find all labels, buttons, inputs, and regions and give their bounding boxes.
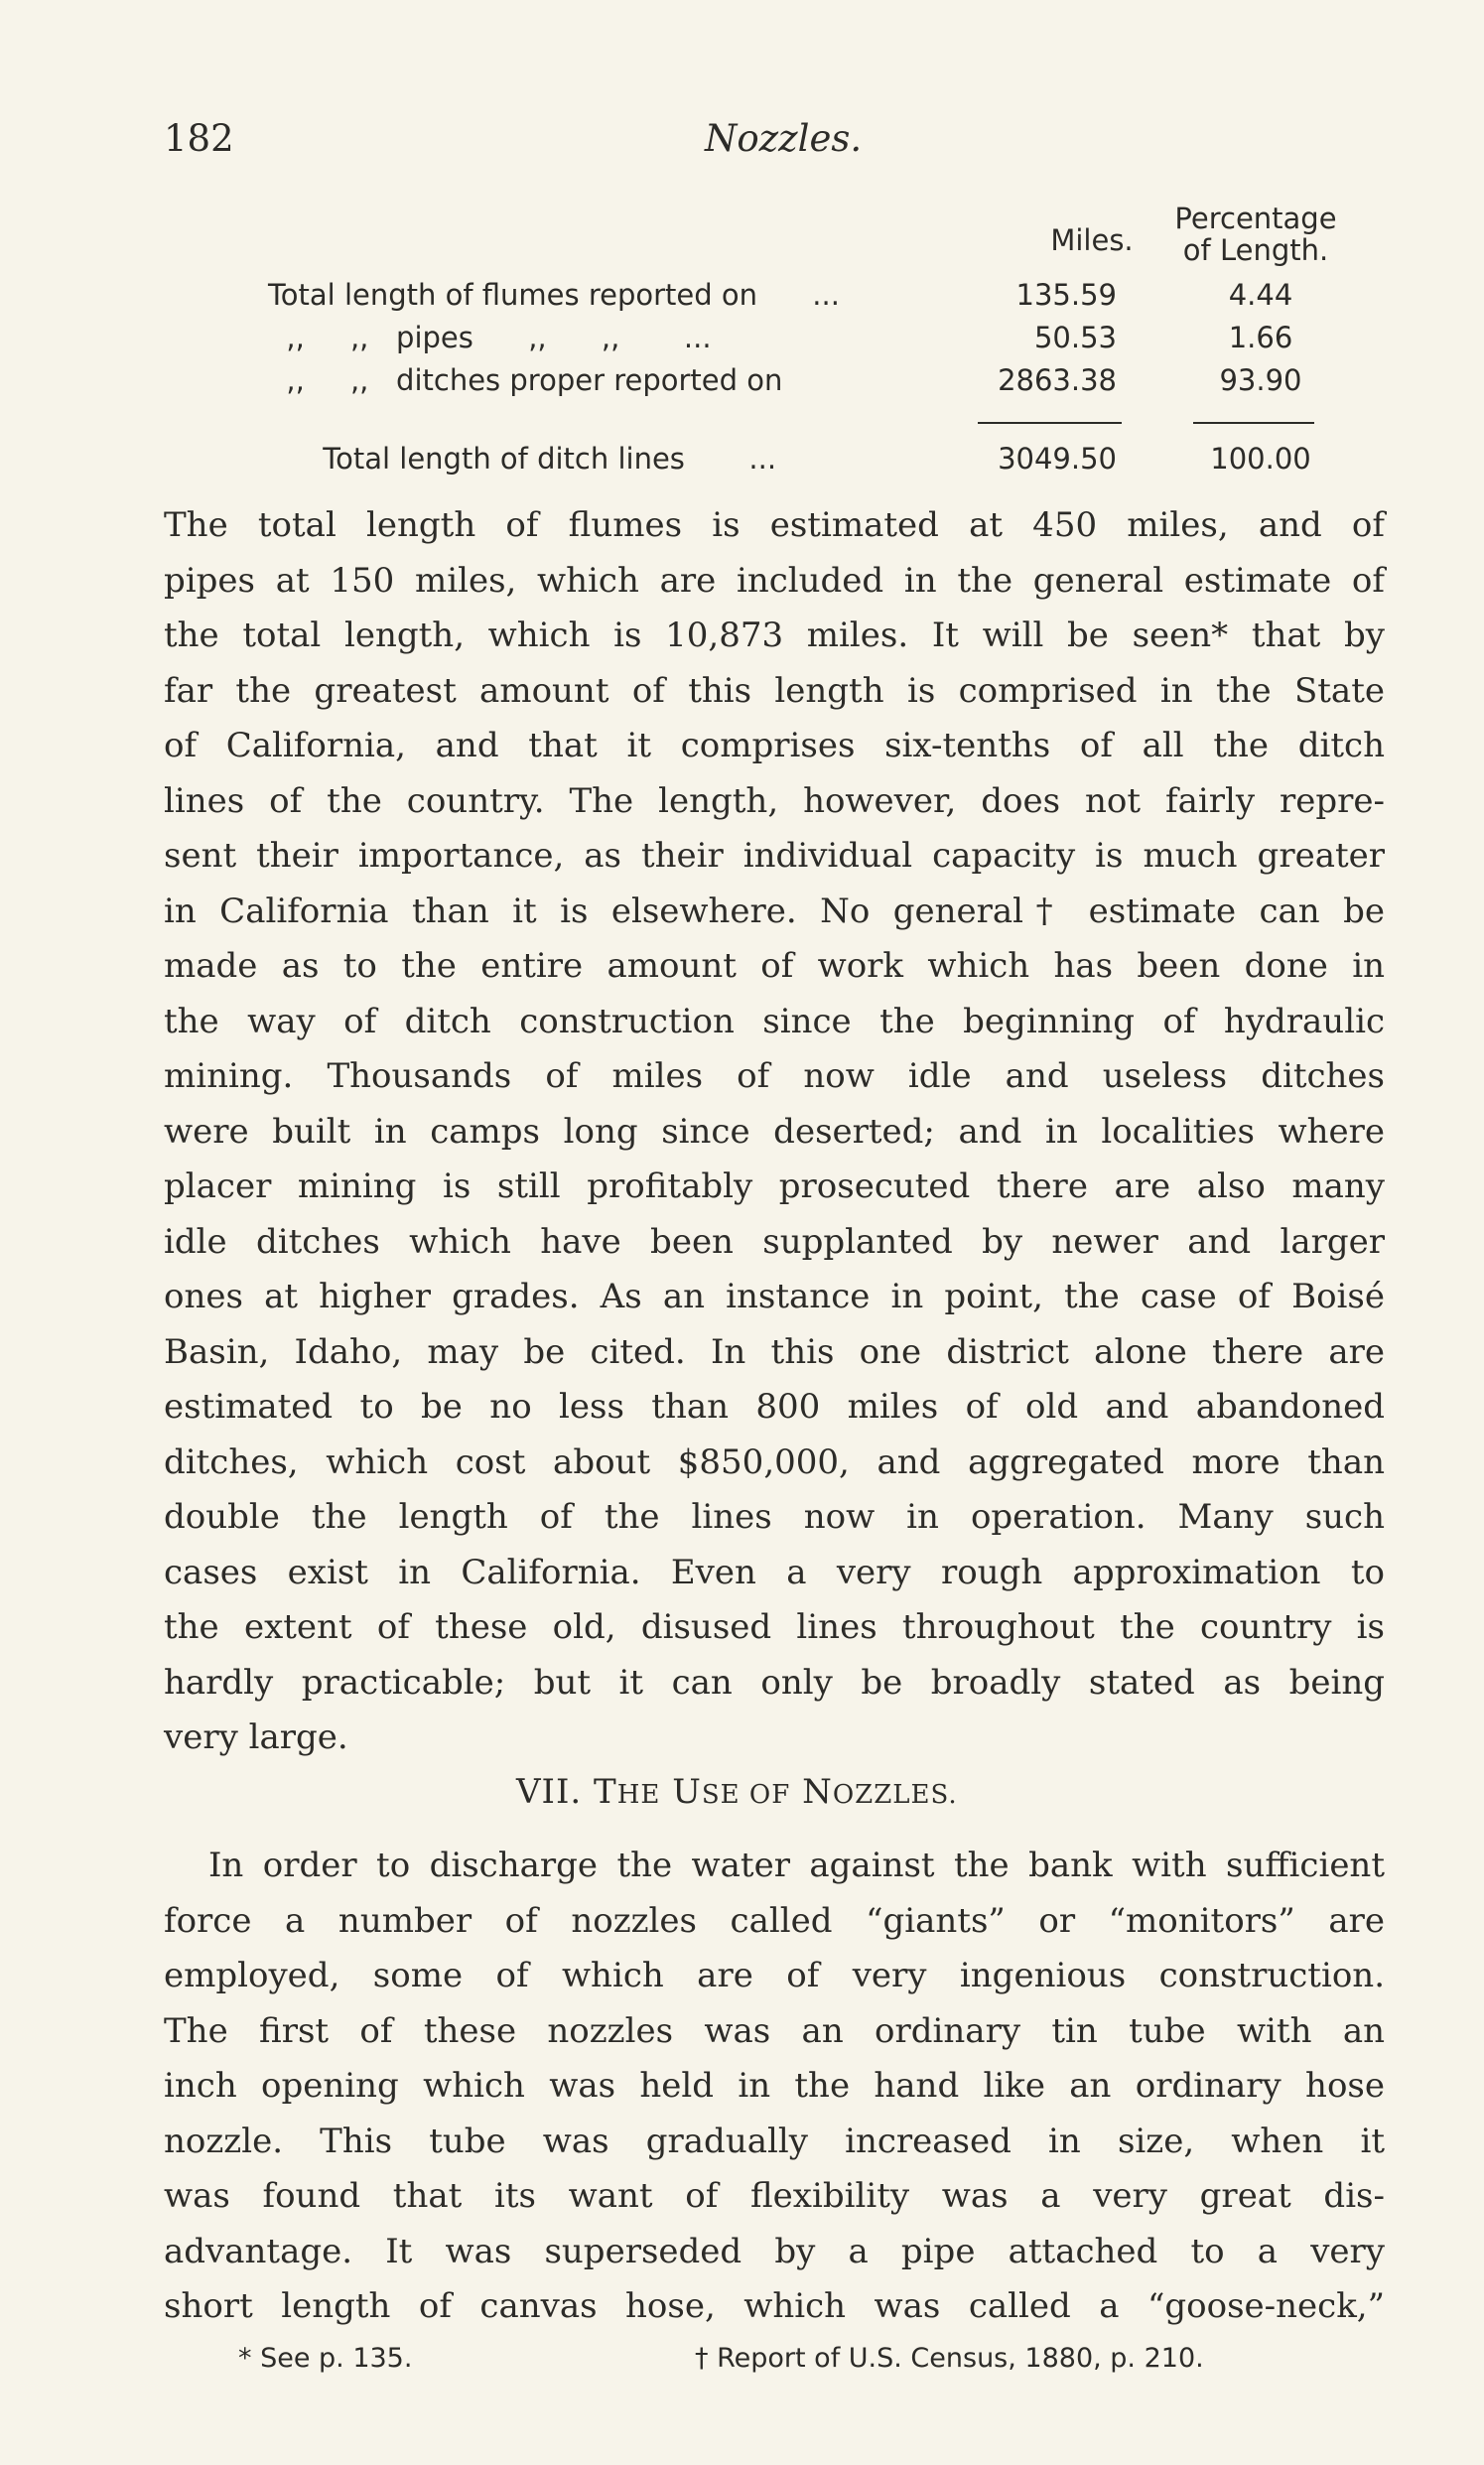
text-line: was found that its want of flexibility was a very great dis- bbox=[164, 2176, 1385, 2216]
column-header-percentage-line2: of Length. bbox=[1182, 232, 1329, 267]
text-line: inch opening which was held in the hand like an ordinary hose bbox=[164, 2066, 1385, 2106]
row-miles: 50.53 bbox=[1033, 321, 1117, 354]
text-line: double the length of the lines now in operation. Many such bbox=[164, 1497, 1385, 1537]
text-line: In order to discharge the water against the bank with sufficient bbox=[208, 1846, 1385, 1885]
text-line: The total length of flumes is estimated at 450 miles, and of bbox=[164, 505, 1385, 545]
row-percentage: 100.00 bbox=[1210, 442, 1311, 476]
text-line: far the greatest amount of this length is comprised in the State bbox=[164, 670, 1385, 711]
text-line: sent their importance, as their individual capacity is much greater bbox=[164, 836, 1385, 876]
text-line: ones at higher grades. As an instance in point, the case of Boisé bbox=[164, 1277, 1385, 1316]
row-miles: 2863.38 bbox=[998, 363, 1117, 397]
row-miles: 135.59 bbox=[1015, 278, 1117, 312]
row-label: Total length of ditch lines ... bbox=[268, 442, 777, 476]
text-line: the way of ditch construction since the beginning of hydraulic bbox=[164, 1001, 1385, 1041]
text-line: in California than it is elsewhere. No general† estimate can be bbox=[164, 890, 1385, 931]
total-rule-percentage bbox=[1193, 422, 1314, 424]
section-numeral: VII. bbox=[516, 1772, 583, 1812]
text-line: hardly practicable; but it can only be broadly stated as being bbox=[164, 1662, 1385, 1703]
footnote: * See p. 135. bbox=[238, 2343, 413, 2374]
text-line: made as to the entire amount of work which has been done in bbox=[164, 946, 1385, 986]
text-line: The first of these nozzles was an ordinary tin tube with an bbox=[164, 2010, 1385, 2051]
column-header-miles: Miles. bbox=[1050, 223, 1134, 257]
row-miles: 3049.50 bbox=[998, 442, 1117, 476]
paragraph-ditch-lines bbox=[164, 498, 1385, 1766]
text-line: force a number of nozzles called “giants” or “monitors” are bbox=[164, 1900, 1385, 1941]
text-line: of California, and that it comprises six-tenths of all the ditch bbox=[164, 726, 1385, 765]
text-line: Basin, Idaho, may be cited. In this one district alone there are bbox=[164, 1331, 1385, 1372]
column-header-percentage-line1: Percentage bbox=[1174, 202, 1337, 235]
heading-initial: N bbox=[802, 1772, 833, 1812]
text-line: estimated to be no less than 800 miles of old and abandoned bbox=[164, 1387, 1385, 1427]
text-line: idle ditches which have been supplanted by newer and larger bbox=[164, 1221, 1385, 1262]
page-header bbox=[164, 117, 1395, 167]
running-title: Nozzles. bbox=[705, 117, 863, 160]
page-number: 182 bbox=[164, 117, 234, 160]
text-line: mining. Thousands of miles of now idle and useless ditches bbox=[164, 1056, 1385, 1096]
row-label: ,, ,, pipes ,, ,, ... bbox=[268, 321, 712, 354]
row-percentage: 1.66 bbox=[1228, 321, 1293, 354]
heading-smallcaps: SE OF bbox=[701, 1780, 791, 1810]
text-line: employed, some of which are of very ingenious construction. bbox=[164, 1956, 1385, 1995]
heading-smallcaps: OZZLES. bbox=[832, 1780, 958, 1810]
text-line: lines of the country. The length, however, does not fairly repre- bbox=[164, 780, 1385, 821]
total-rule-miles bbox=[978, 422, 1122, 424]
table-row bbox=[268, 363, 1400, 403]
text-line: advantage. It was superseded by a pipe attached to a very bbox=[164, 2231, 1385, 2271]
table-row bbox=[268, 278, 1400, 318]
text-line: ditches, which cost about $850,000, and aggregated more than bbox=[164, 1441, 1385, 1482]
column-header-percentage bbox=[1151, 204, 1360, 267]
text-line: the total length, which is 10,873 miles. It will be seen* that by bbox=[164, 616, 1385, 655]
text-line: placer mining is still profitably prosecuted there are also many bbox=[164, 1166, 1385, 1206]
paragraph-nozzles bbox=[164, 1839, 1385, 2335]
heading-initial: U bbox=[672, 1772, 702, 1812]
section-heading bbox=[516, 1772, 958, 1812]
text-line: nozzle. This tube was gradually increased in size, when it bbox=[164, 2121, 1385, 2161]
footnote: † Report of U.S. Census, 1880, p. 210. bbox=[695, 2343, 1204, 2374]
row-percentage: 4.44 bbox=[1228, 278, 1293, 312]
row-label: ,, ,, ditches proper reported on bbox=[268, 363, 783, 397]
text-line: pipes at 150 miles, which are included in the general estimate of bbox=[164, 560, 1385, 601]
heading-initial: T bbox=[594, 1772, 617, 1812]
table-total-row bbox=[268, 442, 1400, 481]
text-line: short length of canvas hose, which was called a “goose-neck,” bbox=[164, 2286, 1385, 2326]
text-line: were built in camps long since deserted; and in localities where bbox=[164, 1111, 1385, 1152]
heading-smallcaps: HE bbox=[616, 1780, 661, 1810]
text-line: the extent of these old, disused lines throughout the country is bbox=[164, 1607, 1385, 1647]
text-line: cases exist in California. Even a very rough approximation to bbox=[164, 1552, 1385, 1592]
row-percentage: 93.90 bbox=[1219, 363, 1302, 397]
table-row bbox=[268, 321, 1400, 360]
row-label: Total length of flumes reported on ... bbox=[268, 278, 840, 312]
text-line: very large. bbox=[164, 1717, 348, 1757]
